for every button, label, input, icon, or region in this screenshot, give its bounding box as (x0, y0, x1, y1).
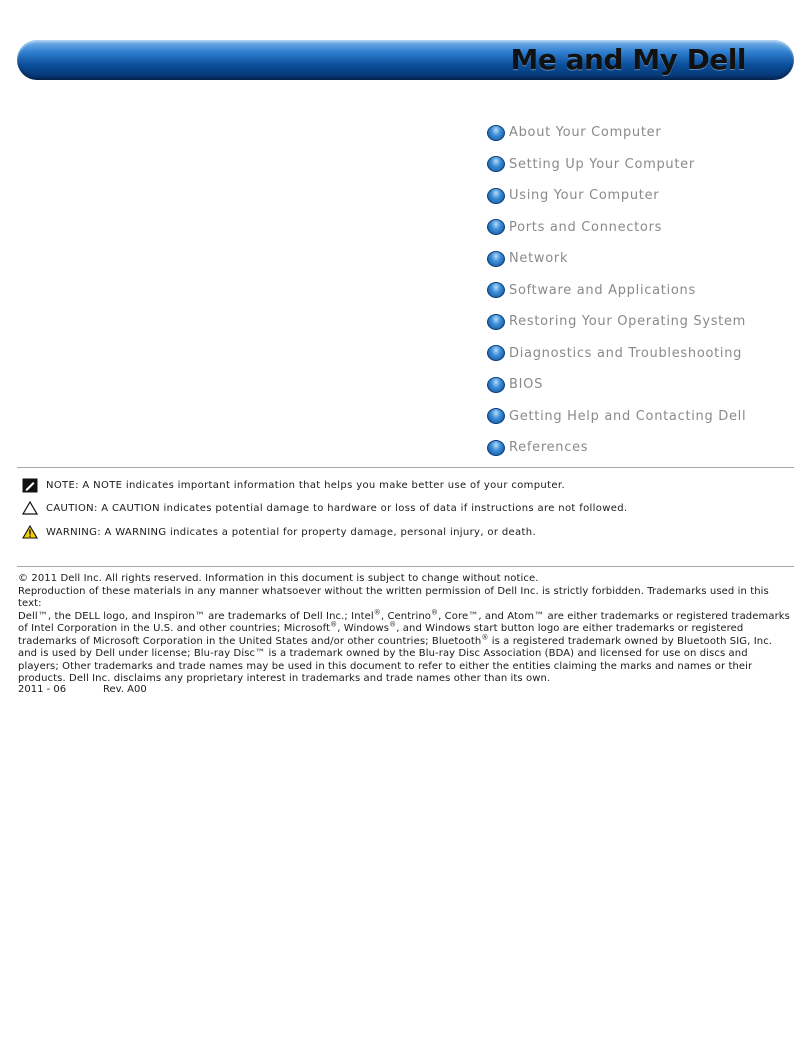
toc-item-label: References (509, 440, 589, 456)
header-banner (17, 40, 794, 80)
toc-item-network[interactable] (487, 243, 746, 275)
caution-triangle-icon (22, 501, 38, 515)
registered-mark: ® (431, 608, 439, 617)
dell-logo-bullet-icon (487, 282, 505, 298)
toc-item-setting-up-your-computer[interactable] (487, 149, 746, 181)
dell-logo-bullet-icon (487, 156, 505, 172)
toc-item-label: Software and Applications (509, 282, 696, 298)
toc-item-bios[interactable] (487, 369, 746, 401)
toc-item-label: Restoring Your Operating System (509, 314, 747, 330)
toc-item-label: About Your Computer (509, 125, 662, 141)
warning-text: WARNING: A WARNING indicates a potential for property damage, personal injury, or death. (46, 526, 536, 538)
trademark-text: , Windows (337, 623, 390, 634)
trademark-text: , Centrino (380, 610, 432, 622)
toc-item-label: Getting Help and Contacting Dell (509, 408, 747, 424)
registered-mark: ® (330, 620, 338, 629)
toc-item-diagnostics-and-troubleshooting[interactable] (487, 338, 746, 370)
toc-item-restoring-your-operating-system[interactable] (487, 306, 746, 338)
dell-logo-bullet-icon (487, 251, 505, 267)
revision: Rev. A00 (103, 684, 147, 695)
toc-item-label: BIOS (509, 377, 544, 393)
toc-item-ports-and-connectors[interactable] (487, 212, 746, 244)
registered-mark: ® (389, 620, 397, 629)
reproduction-line: Reproduction of these materials in any manner whatsoever without the written permission of Dell Inc. is strictly forbidden. Trademarks used in this text: (18, 585, 769, 609)
warning-triangle-icon (22, 525, 38, 539)
dell-logo-bullet-icon (487, 345, 505, 361)
toc-item-label: Using Your Computer (509, 188, 660, 204)
document-title: Me and My Dell (510, 43, 746, 76)
caution-notice (22, 501, 628, 515)
legal-notice (18, 573, 790, 686)
trademark-text: , Core™, and Atom™ are either trademarks or registered trademarks of Intel Corporation in the U.S. and other countries; Microsoft (18, 610, 790, 634)
trademark-text: Dell™, the DELL logo, and Inspiron™ are trademarks of Dell Inc.; Intel (18, 610, 374, 622)
publication-date: 2011 - 06 (18, 684, 67, 695)
trademark-paragraph (18, 608, 790, 686)
note-notice (22, 478, 565, 493)
trademark-text: is a registered trademark owned by Bluetooth SIG, Inc. and is used by Dell under license; Blu-ray Disc™ is a trademark owned by the Blu-ray Disc Association (BDA) and licensed for use on discs and players; Other trademarks and trade names may be used in this document to refer to either the entities claiming the marks and names or their products. Dell Inc. disclaims any proprietary interest in trademarks and trade names other than its own. (18, 635, 773, 684)
dell-logo-bullet-icon (487, 408, 505, 424)
toc-item-software-and-applications[interactable] (487, 275, 746, 307)
registered-mark: ® (481, 633, 489, 642)
note-pencil-icon (22, 478, 38, 493)
document-revision-info (18, 684, 147, 695)
toc-item-references[interactable] (487, 432, 746, 464)
toc-item-label: Ports and Connectors (509, 219, 663, 235)
table-of-contents (487, 117, 746, 464)
toc-item-label: Network (509, 251, 569, 267)
caution-text: CAUTION: A CAUTION indicates potential damage to hardware or loss of data if instructions are not followed. (46, 502, 628, 514)
dell-logo-bullet-icon (487, 219, 505, 235)
toc-item-label: Diagnostics and Troubleshooting (509, 345, 743, 361)
warning-notice (22, 525, 536, 539)
toc-item-about-your-computer[interactable] (487, 117, 746, 149)
dell-logo-bullet-icon (487, 125, 505, 141)
note-text: NOTE: A NOTE indicates important information that helps you make better use of your computer. (46, 480, 565, 491)
dell-logo-bullet-icon (487, 188, 505, 204)
divider (17, 467, 794, 468)
dell-logo-bullet-icon (487, 377, 505, 393)
copyright-line: © 2011 Dell Inc. All rights reserved. Information in this document is subject to change without notice. (18, 573, 539, 584)
dell-logo-bullet-icon (487, 440, 505, 456)
toc-item-getting-help-and-contacting-dell[interactable] (487, 401, 746, 433)
dell-logo-bullet-icon (487, 314, 505, 330)
trademark-text: , and Windows start button logo are either trademarks or registered trademarks of Microsoft Corporation in the United States and/or other countries; Bluetooth (18, 623, 744, 647)
divider (17, 566, 794, 567)
toc-item-using-your-computer[interactable] (487, 180, 746, 212)
registered-mark: ® (373, 608, 381, 617)
toc-item-label: Setting Up Your Computer (509, 156, 695, 172)
